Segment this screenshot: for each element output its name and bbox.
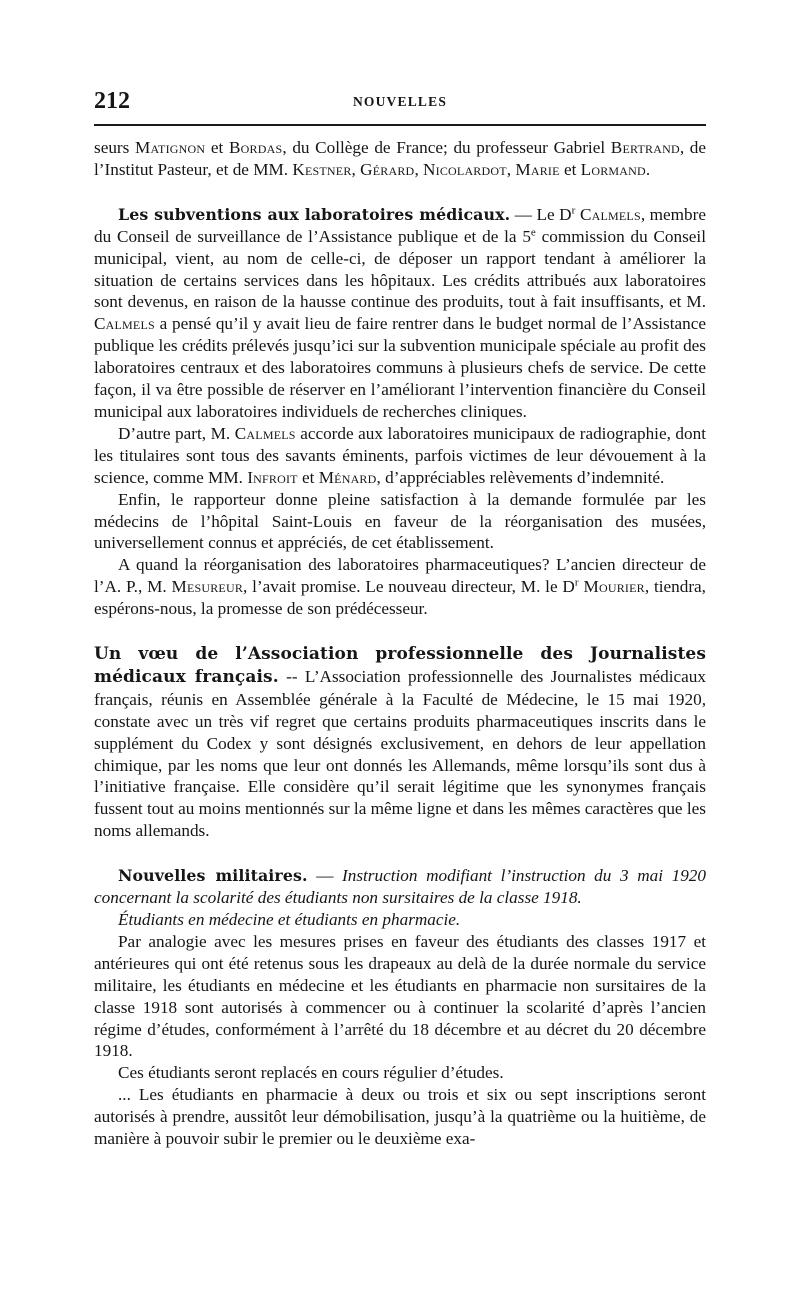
person-name: Matignon (135, 138, 206, 157)
person-name: Mourier (578, 577, 645, 597)
section-gap (94, 620, 706, 643)
person-name: Calmels (575, 204, 641, 224)
person-name: Calmels (234, 423, 296, 443)
instruction-subtitle: Étudiants en médecine et étudiants en pharmacie. (118, 910, 461, 929)
page-number: 212 (94, 88, 130, 114)
intro-paragraph: seurs Matignon et Bordas, du Collège de France; du professeur Gabriel Bertrand, de l’Institut Pasteur, et de MM. Kestner, Gérard, Nicolardot, Marie et Lormand. (94, 138, 707, 179)
militaires-paragraph-1: Par analogie avec les mesures prises en faveur des étudiants des classes 1917 et antérieures qui ont été retenus sous les drapeaux au delà de la durée normale du service militaire, les étudiants en médecine et les étudiants en pharmacie non sursitaires de la classe 1918 sont autorisés à commencer ou à continuer la scolarité d’après l’ancien régime d’études, conformément à l’arrêté du 18 décembre et au décret du 20 décembre 1918. (94, 931, 706, 1061)
militaires-paragraph-3: ... Les étudiants en pharmacie à deux ou trois et six ou sept inscriptions seront autorisés à prendre, aussitôt leur démobilisation, jusqu’à la quatrième ou la huitième, de manière à pouvoir subir le premier ou le deuxième exa- (94, 1085, 706, 1149)
militaires-paragraph-2: Ces étudiants seront replacés en cours régulier d’études. (118, 1063, 504, 1083)
person-name: Infroit (247, 467, 298, 487)
subventions-paragraph-3: Enfin, le rapporteur donne pleine satisfaction à la demande formulée par les médecins de l’hôpital Saint-Louis en faveur de la réorganisation des musées, universellement connus et appréciés, de cet établissement. (94, 489, 706, 553)
person-name: Ménard (318, 467, 377, 487)
person-name: Lormand (580, 159, 646, 179)
running-title: NOUVELLES (352, 94, 448, 109)
header-rule (94, 124, 706, 126)
running-head (94, 86, 706, 116)
section-title-voeu: Un vœu de l’Association professionnelle des Journalistes médicaux français. (94, 644, 706, 687)
person-name: Marie (515, 159, 560, 179)
person-name: Bertrand (610, 138, 680, 157)
militaires-heading: Nouvelles militaires. — Instruction modifiant l’instruction du 3 mai 1920 concernant la scolarité des étudiants non sursitaires de la classe 1918. (94, 866, 706, 908)
subventions-paragraph-4: A quand la réorganisation des laboratoires pharmaceutiques? L’ancien directeur de l’A. P., M. Mesureur, l’avait promise. Le nouveau directeur, M. le $D^r$ Mourier, tiendra, espérons-nous, la promesse de son prédécesseur. (94, 555, 706, 619)
person-name: Gérard (360, 159, 415, 179)
instruction-title: Instruction modifiant l’instruction du 3 mai 1920 concernant la scolarité des étudiants non sursitaires de la classe 1918. (94, 866, 706, 908)
person-name: Nicolardot (423, 159, 507, 179)
section-title-subventions: Les subventions aux laboratoires médicaux. (118, 204, 511, 224)
voeu-paragraph: Un vœu de l’Association professionnelle des Journalistes médicaux français. -- L’Association professionnelle des Journalistes médicaux français, réunis en Assemblée générale à la Faculté de Médecine, le 15 mai 1920, constate avec un très vif regret que certains produits pharmaceutiques inscrits dans le supplément du Codex y sont désignés exclusivement, en dehors de leur appellation chimique, par les noms que leur ont donnés les Allemands, même lorsqu’ils sont dus à l’initiative française. Elle considère qu’il serait légitime que les synonymes français fussent tout au moins mentionnés sur la même ligne et dans les mêmes caractères que les noms allemands. (94, 644, 706, 841)
section-gap (94, 181, 706, 204)
section-title-militaires: Nouvelles militaires. (118, 866, 308, 886)
section-gap (94, 842, 706, 865)
person-name: Calmels (94, 314, 155, 334)
subventions-paragraph-2: D’autre part, M. Calmels accorde aux laboratoires municipaux de radiographie, dont les titulaires sont tous des savants éminents, parfois victimes de leur dévouement à la science, comme MM. Infroit et Ménard, d’appréciables relèvements d’indemnité. (94, 423, 706, 487)
person-name: Kestner (292, 159, 352, 179)
person-name: Mesureur (171, 577, 244, 597)
article-body (94, 137, 706, 1150)
subventions-paragraph-1: Les subventions aux laboratoires médicaux. — Le $D^r$ Calmels, membre du Conseil de surveillance de l’Assistance publique et de la 5e commission du Conseil municipal, vient, au nom de celle-ci, de déposer un rapport tendant à améliorer la situation de certains services dans les hôpitaux. Les crédits attribués aux laboratoires sont devenus, en raison de la hausse continue des produits, tout à fait insuffisants, et M. Calmels a pensé qu’il y avait lieu de faire rentrer dans le budget normal de l’Assistance publique les crédits prélevés jusqu’ici sur la subvention municipale spéciale au profit des laboratoires centraux et des laboratoires communs à plusieurs chefs de service. De cette façon, il va être possible de réserver en l’améliorant l’intervention financière du Conseil municipal aux laboratoires individuels de recherches cliniques. (94, 204, 706, 421)
person-name: Bordas (229, 138, 283, 157)
